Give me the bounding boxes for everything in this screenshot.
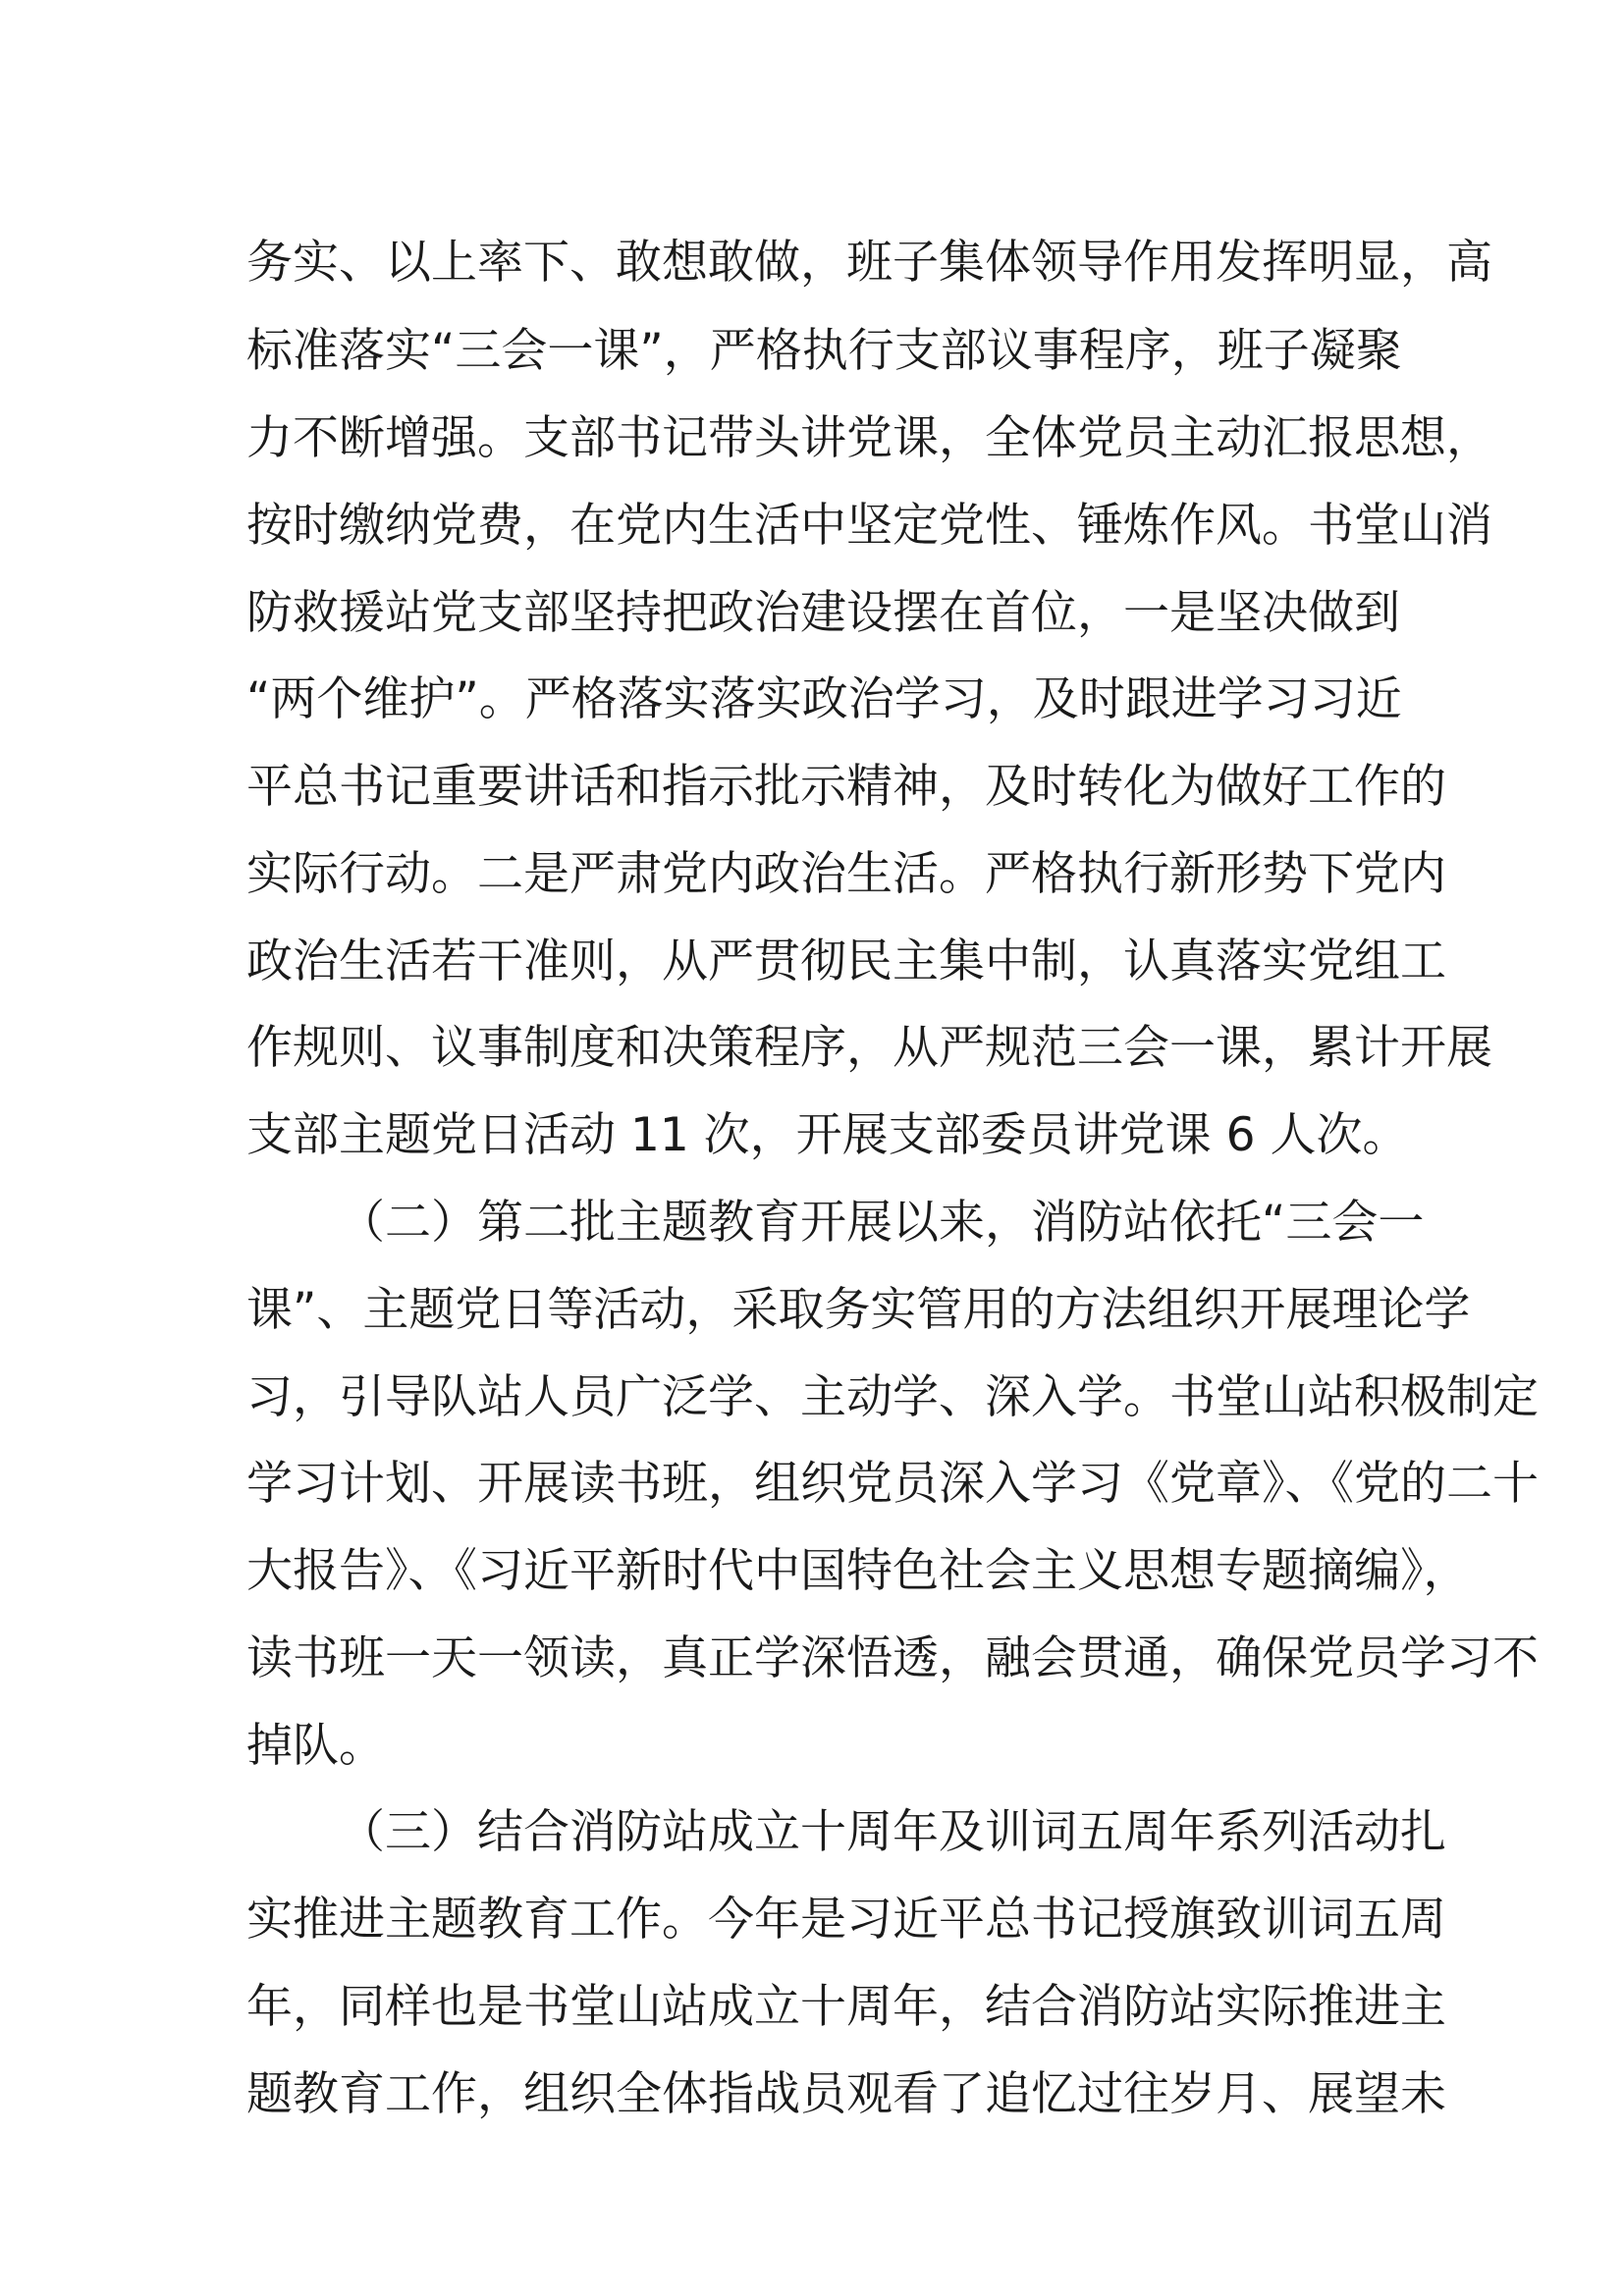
text-line: 题教育工作，组织全体指战员观看了追忆过往岁月、展望未 <box>246 2067 1446 2121</box>
text-line: 读书班一天一领读，真正学深悟透，融会贯通，确保党员学习不 <box>246 1631 1539 1685</box>
text-line: 习，引导队站人员广泛学、主动学、深入学。书堂山站积极制定 <box>246 1370 1539 1424</box>
text-line: 防救援站党支部坚持把政治建设摆在首位，一是坚决做到 <box>246 586 1400 640</box>
text-line: 掉队。 <box>246 1719 385 1773</box>
text-line: 作规则、议事制度和决策程序，从严规范三会一课，累计开展 <box>246 1021 1492 1075</box>
paragraph-heading-line: （三）结合消防站成立十周年及训词五周年系列活动扎 <box>339 1805 1446 1859</box>
text-line: 实推进主题教育工作。今年是习近平总书记授旗致训词五周 <box>246 1893 1446 1947</box>
text-line: 学习计划、开展读书班，组织党员深入学习《党章》、《党的二十 <box>246 1457 1539 1511</box>
text-line: 实际行动。二是严肃党内政治生活。严格执行新形势下党内 <box>246 847 1446 901</box>
text-line: 力不断增强。支部书记带头讲党课，全体党员主动汇报思想， <box>246 411 1492 465</box>
text-line: 平总书记重要讲话和指示批示精神，及时转化为做好工作的 <box>246 760 1446 814</box>
text-line: 按时缴纳党费，在党内生活中坚定党性、锤炼作风。书堂山消 <box>246 499 1492 553</box>
text-line: 务实、以上率下、敢想敢做，班子集体领导作用发挥明显，高 <box>246 236 1492 290</box>
text-line: 年，同样也是书堂山站成立十周年，结合消防站实际推进主 <box>246 1980 1446 2034</box>
text-line: 支部主题党日活动 11 次，开展支部委员讲党课 6 人次。 <box>246 1108 1409 1162</box>
paragraph-heading-line: （二）第二批主题教育开展以来，消防站依托“三会一 <box>339 1196 1425 1250</box>
text-line: 政治生活若干准则，从严贯彻民主集中制，认真落实党组工 <box>246 934 1446 988</box>
text-line: “两个维护”。严格落实落实政治学习，及时跟进学习习近 <box>246 672 1402 726</box>
text-line: 大报告》、《习近平新时代中国特色社会主义思想专题摘编》， <box>246 1544 1470 1598</box>
text-line: 标准落实“三会一课”，严格执行支部议事程序，班子凝聚 <box>246 324 1402 378</box>
text-line: 课”、主题党日等活动，采取务实管用的方法组织开展理论学 <box>246 1283 1471 1337</box>
